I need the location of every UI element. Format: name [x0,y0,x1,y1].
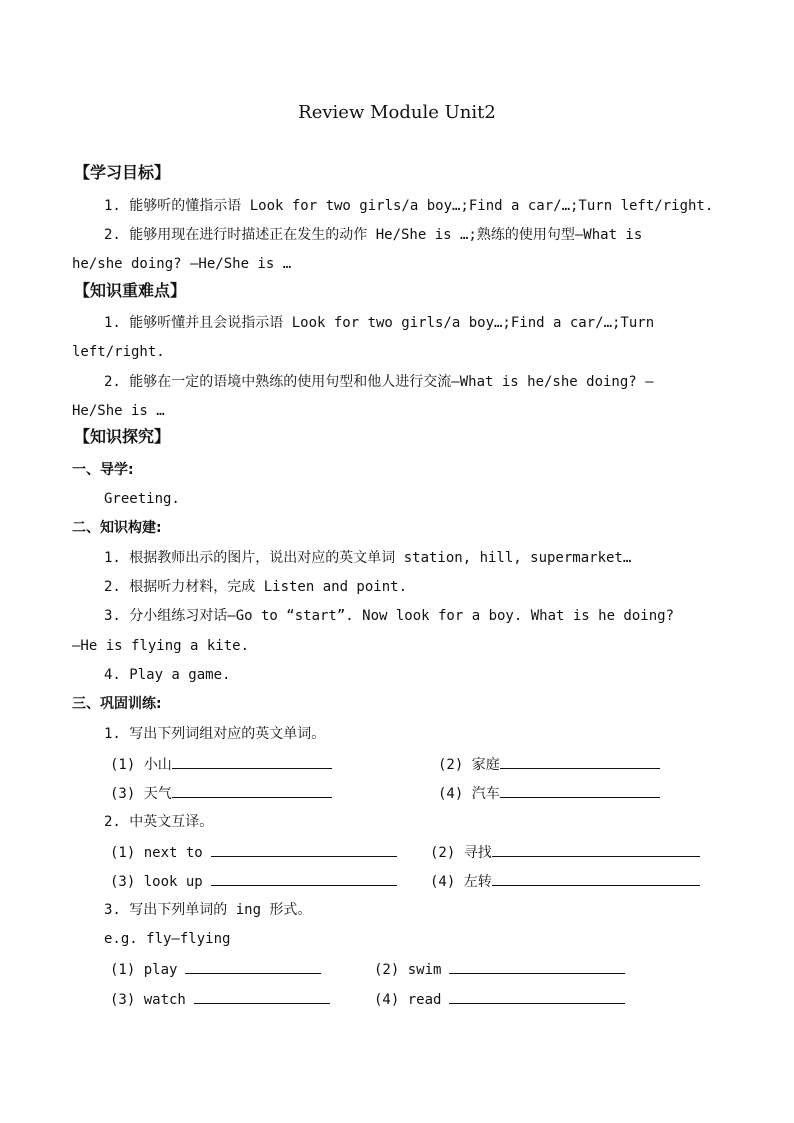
exercise-1-prompt: 1. 写出下列词组对应的英文单词。 [104,726,326,742]
exercise-2-item-4 [430,871,700,891]
answer-blank[interactable] [449,959,625,974]
keypoint-item-2-line-1: 2. 能够在一定的语境中熟练的使用句型和他人进行交流—What is he/she doing? — [104,374,654,390]
goal-item-2-line-1: 2. 能够用现在进行时描述正在发生的动作 He/She is …;熟练的使用句型—What is [104,227,643,243]
exercise-3-item-3 [110,989,330,1009]
keypoint-item-1-line-2: left/right. [72,344,165,360]
part-3-heading: 三、巩固训练: [72,696,162,712]
section-heading-explore: 【知识探究】 [74,427,171,446]
exercise-3-example: e.g. fly—flying [104,931,231,947]
exercise-2-item-2 [430,842,700,862]
answer-blank[interactable] [194,989,330,1004]
answer-blank[interactable] [172,783,332,798]
part-2-item-2: 2. 根据听力材料，完成 Listen and point. [104,579,408,595]
keypoint-item-2-line-2: He/She is … [72,403,165,419]
exercise-1-item-1 [110,754,332,774]
exercise-2-item-1 [110,842,397,862]
section-heading-goals: 【学习目标】 [74,163,171,182]
page-title: Review Module Unit2 [298,102,496,123]
exercise-1-item-4-label: (4) 汽车 [438,786,500,802]
exercise-3-item-2-label: (2) swim [374,962,442,978]
part-2-heading: 二、知识构建: [72,520,162,536]
exercise-3-prompt: 3. 写出下列单词的 ing 形式。 [104,902,312,918]
exercise-2-item-2-label: (2) 寻找 [430,845,492,861]
exercise-1-item-1-label: (1) 小山 [110,757,172,773]
exercise-3-item-1 [110,959,321,979]
exercise-2-item-1-label: (1) next to [110,845,203,861]
answer-blank[interactable] [449,989,625,1004]
part-2-item-3-line-2: —He is flying a kite. [72,638,250,654]
goal-item-2-line-2: he/she doing? —He/She is … [72,256,292,272]
exercise-3-item-1-label: (1) play [110,962,178,978]
answer-blank[interactable] [185,959,321,974]
exercise-3-item-3-label: (3) watch [110,992,186,1008]
answer-blank[interactable] [492,842,700,857]
answer-blank[interactable] [172,754,332,769]
answer-blank[interactable] [500,783,660,798]
exercise-3-item-2 [374,959,625,979]
exercise-2-item-3-label: (3) look up [110,874,203,890]
exercise-2-prompt: 2. 中英文互译。 [104,814,214,830]
answer-blank[interactable] [211,842,397,857]
section-heading-keypoints: 【知识重难点】 [74,281,187,300]
exercise-1-item-4 [438,783,660,803]
part-2-item-4: 4. Play a game. [104,667,231,683]
exercise-3-item-4 [374,989,625,1009]
part-2-item-3-line-1: 3. 分小组练习对话—Go to “start”. Now look for a boy. What is he doing? [104,608,675,624]
exercise-2-item-4-label: (4) 左转 [430,874,492,890]
keypoint-item-1-line-1: 1. 能够听懂并且会说指示语 Look for two girls/a boy…;Find a car/…;Turn [104,315,655,331]
part-2-item-1: 1. 根据教师出示的图片，说出对应的英文单词 station, hill, supermarket… [104,550,632,566]
exercise-2-item-3 [110,871,397,891]
answer-blank[interactable] [500,754,660,769]
goal-item-1: 1. 能够听的懂指示语 Look for two girls/a boy…;Find a car/…;Turn left/right. [104,198,714,214]
exercise-3-item-4-label: (4) read [374,992,442,1008]
exercise-1-item-2-label: (2) 家庭 [438,757,500,773]
exercise-1-item-3 [110,783,332,803]
part-1-text: Greeting. [104,491,180,507]
part-1-heading: 一、导学: [72,462,134,478]
exercise-1-item-2 [438,754,660,774]
answer-blank[interactable] [211,871,397,886]
exercise-1-item-3-label: (3) 天气 [110,786,172,802]
answer-blank[interactable] [492,871,700,886]
